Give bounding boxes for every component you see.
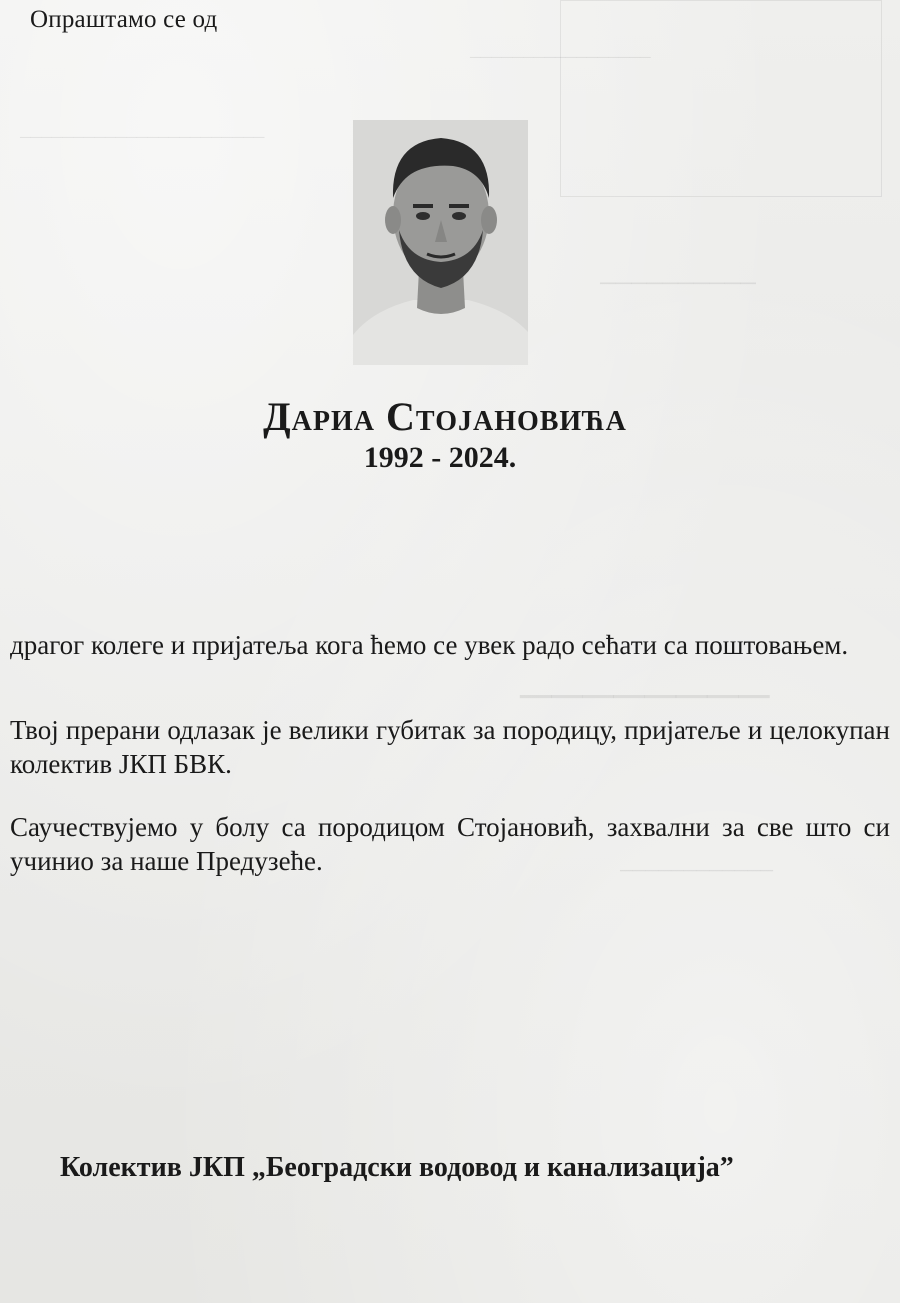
- bleed-through-text: ────────────: [620, 860, 774, 880]
- paragraph-condolence: Саучествујемо у болу са породицом Стојановић, захвални за све што си учинио за наше Предузеће.: [10, 812, 890, 876]
- life-years: 1992 - 2024.: [363, 441, 517, 474]
- portrait-photo-drawing: [353, 120, 528, 365]
- bleed-through-text: ────────: [520, 671, 770, 720]
- paragraph-loss: Твој прерани одлазак је велики губитак за породицу, пријатеље и целокупан колектив ЈКП БВК.: [10, 715, 890, 779]
- bleed-through-text: ───────────────────────: [20, 130, 265, 146]
- notice-header: Опраштамо се од: [30, 6, 218, 33]
- portrait-photo: [353, 120, 528, 365]
- bleed-through-text: ─────────────────: [470, 50, 651, 66]
- bleed-through-text: ──────────: [600, 270, 756, 295]
- deceased-name: Дариа Стојановића: [263, 394, 627, 439]
- paragraph-tribute: драгог колеге и пријатеља кога ћемо се увек радо сећати са поштовањем.: [10, 630, 849, 660]
- bleed-through-frame: [560, 0, 882, 197]
- signature-line: Колектив ЈКП „Београдски водовод и канализација”: [60, 1152, 734, 1183]
